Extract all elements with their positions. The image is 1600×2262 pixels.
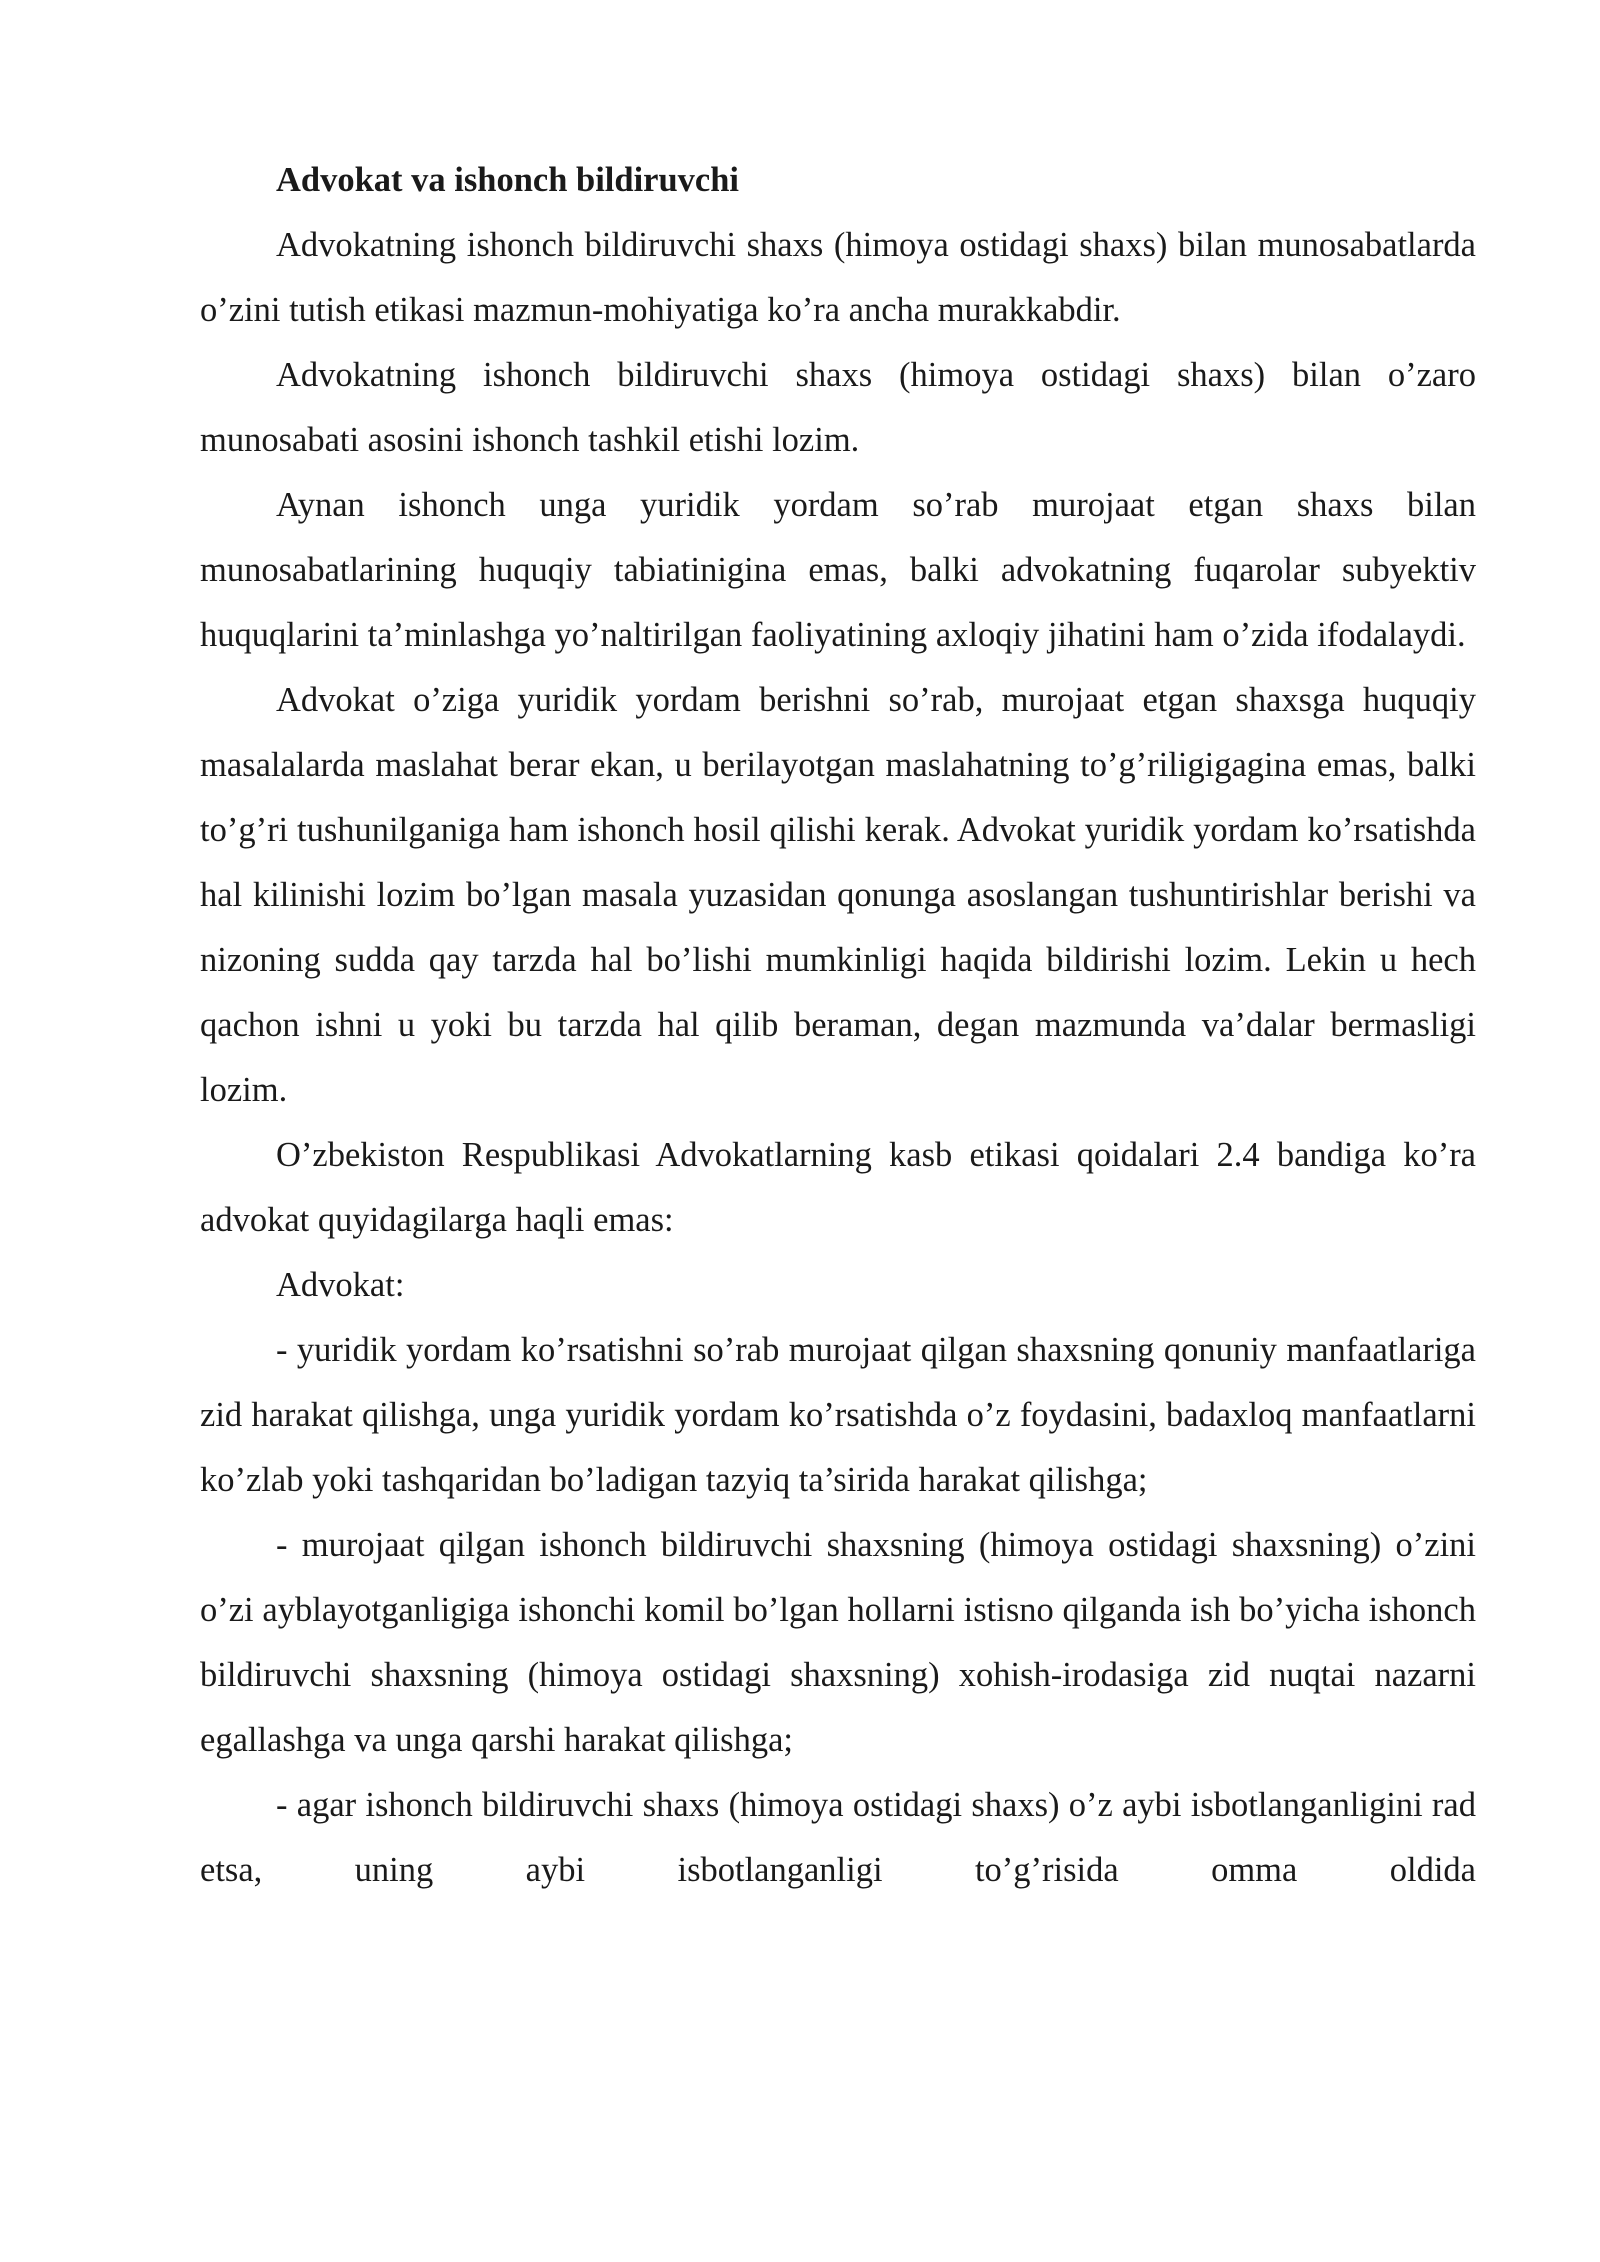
section-heading: Advokat va ishonch bildiruvchi [276,161,740,199]
paragraph: Advokatning ishonch bildiruvchi shaxs (himoya ostidagi shaxs) bilan munosabatlarda o’zini tutish etikasi mazmun-mohiyatiga ko’ra ancha murakkabdir. [200,226,1476,329]
paragraph: Advokatning ishonch bildiruvchi shaxs (himoya ostidagi shaxs) bilan o’zaro munosabati asosini ishonch tashkil etishi lozim. [200,356,1476,459]
document-body [200,148,1476,1903]
list-item: - murojaat qilgan ishonch bildiruvchi shaxsning (himoya ostidagi shaxsning) o’zini o’zi ayblayotganligiga ishonchi komil bo’lgan hollarni istisno qilganda ish bo’yicha ishonch bildiruvchi shaxsning (himoya ostidagi shaxsning) xohish-irodasiga zid nuqtai nazarni egallashga va unga qarshi harakat qilishga; [200,1526,1476,1759]
paragraph: Advokat o’ziga yuridik yordam berishni so’rab, murojaat etgan shaxsga huquqiy masalalarda maslahat berar ekan, u berilayotgan maslahatning to’g’riligigagina emas, balki to’g’ri tushunilganiga ham ishonch hosil qilishi kerak. Advokat yuridik yordam ko’rsatishda hal kilinishi lozim bo’lgan masala yuzasidan qonunga asoslangan tushuntirishlar berishi va nizoning sudda qay tarzda hal bo’lishi mumkinligi haqida bildirishi lozim. Lekin u hech qachon ishni u yoki bu tarzda hal qilib beraman, degan mazmunda va’dalar bermasligi lozim. [200,681,1476,1109]
paragraph: Advokat: [276,1266,405,1304]
paragraph: O’zbekiston Respublikasi Advokatlarning kasb etikasi qoidalari 2.4 bandiga ko’ra advokat quyidagilarga haqli emas: [200,1136,1476,1239]
list-item: - yuridik yordam ko’rsatishni so’rab murojaat qilgan shaxsning qonuniy manfaatlariga zid harakat qilishga, unga yuridik yordam ko’rsatishda o’z foydasini, badaxloq manfaatlarni ko’zlab yoki tashqaridan bo’ladigan tazyiq ta’sirida harakat qilishga; [200,1331,1476,1499]
paragraph: Aynan ishonch unga yuridik yordam so’rab murojaat etgan shaxs bilan munosabatlarining huquqiy tabiatinigina emas, balki advokatning fuqarolar subyektiv huquqlarini ta’minlashga yo’naltirilgan faoliyatining axloqiy jihatini ham o’zida ifodalaydi. [200,486,1476,654]
list-item: - agar ishonch bildiruvchi shaxs (himoya ostidagi shaxs) o’z aybi isbotlanganligini rad etsa, uning aybi isbotlanganligi to’g’risida omma oldida [200,1786,1476,1889]
